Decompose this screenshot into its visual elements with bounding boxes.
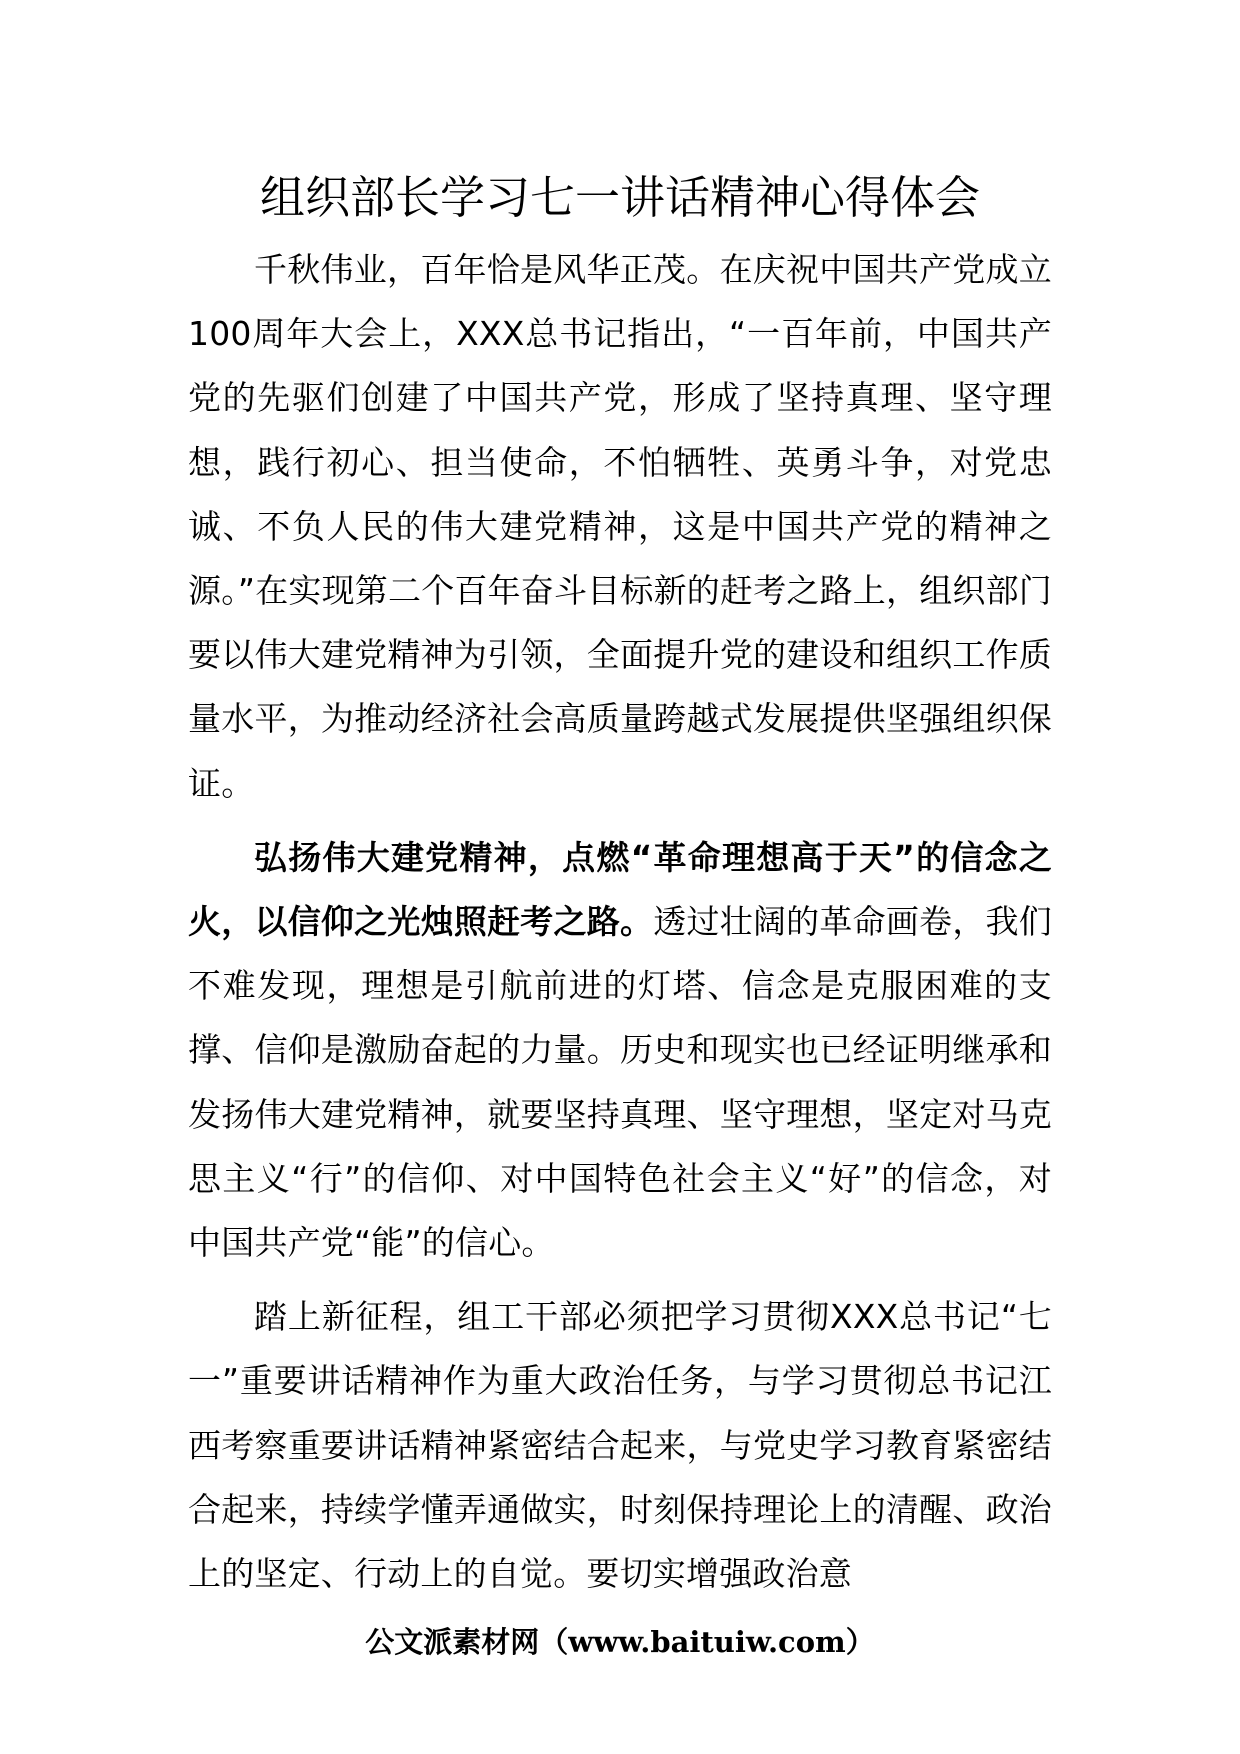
paragraph-text: 踏上新征程，组工干部必须把学习贯彻XXX总书记“七一”重要讲话精神作为重大政治任务，与学习贯彻总书记江西考察重要讲话精神紧密结合起来，与党史学习教育紧密结合起来，持续学懂弄通做实，时刻保持理论上的清醒、政治上的坚定、行动上的自觉。要切实增强政治意 bbox=[188, 1297, 1052, 1594]
document-body bbox=[188, 238, 1052, 1606]
footer-source-line: 公文派素材网（www.baituiw.com） bbox=[365, 1625, 875, 1659]
paragraph-lead-heading: 弘扬伟大建党精神，点燃“革命理想高于天”的信念之火，以信仰之光烛照赶考之路。 bbox=[188, 837, 1052, 942]
paragraph-spirit bbox=[188, 826, 1052, 1275]
paragraph-text: 千秋伟业，百年恰是风华正茂。在庆祝中国共产党成立100周年大会上，XXX总书记指出，“一百年前，中国共产党的先驱们创建了中国共产党，形成了坚持真理、坚守理想，践行初心、担当使命，不怕牺牲、英勇斗争，对党忠诚、不负人民的伟大建党精神，这是中国共产党的精神之源。”在实现第二个百年奋斗目标新的赶考之路上，组织部门要以伟大建党精神为引领，全面提升党的建设和组织工作质量水平，为推动经济社会高质量跨越式发展提供坚强组织保证。 bbox=[188, 250, 1052, 803]
paragraph-new-journey bbox=[188, 1285, 1052, 1606]
paragraph-intro bbox=[188, 238, 1052, 816]
document-title: 组织部长学习七一讲话精神心得体会 bbox=[259, 171, 980, 224]
paragraph-text: 透过壮阔的革命画卷，我们不难发现，理想是引航前进的灯塔、信念是克服困难的支撑、信仰是激励奋起的力量。历史和现实也已经证明继承和发扬伟大建党精神，就要坚持真理、坚守理想，坚定对马克思主义“行”的信仰、对中国特色社会主义“好”的信念，对中国共产党“能”的信心。 bbox=[188, 902, 1052, 1263]
